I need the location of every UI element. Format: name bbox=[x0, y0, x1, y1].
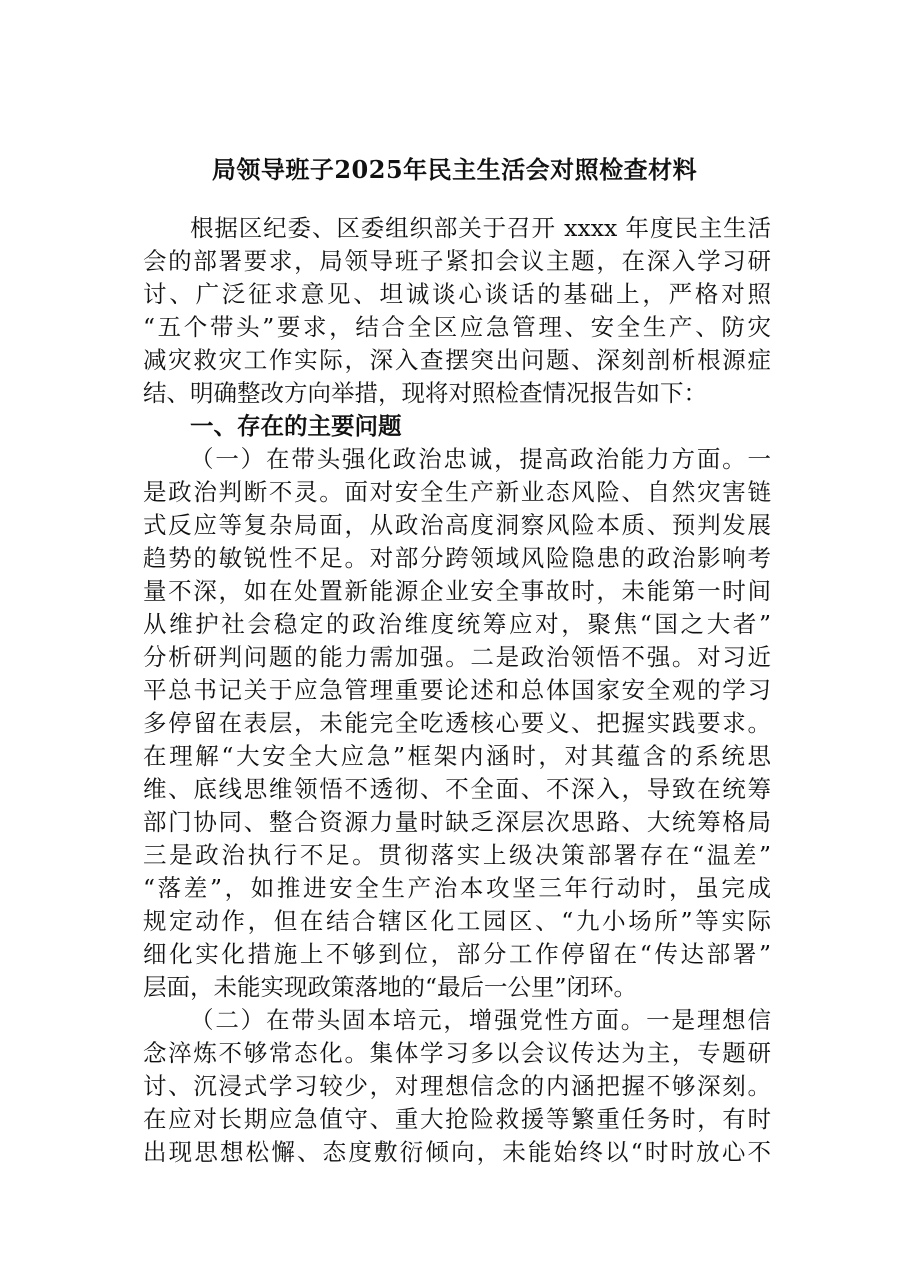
subsection-2-line-3: 讨、沉浸式学习较少，对理想信念的内涵把握不够深刻。 bbox=[143, 1072, 771, 1100]
subsection-1-line-9: 多停留在表层，未能完全吃透核心要义、把握实践要求。 bbox=[143, 709, 771, 737]
subsection-1-line-7: 分析研判问题的能力需加强。二是政治领悟不强。对习近 bbox=[143, 643, 771, 671]
subsection-1-line-15: 规定动作，但在结合辖区化工园区、“九小场所”等实际 bbox=[143, 907, 771, 935]
intro-line-6: 结、明确整改方向举措，现将对照检查情况报告如下： bbox=[143, 379, 707, 407]
subsection-1-line-3: 式反应等复杂局面，从政治高度洞察风险本质、预判发展 bbox=[143, 511, 771, 539]
subsection-1-line-5: 量不深，如在处置新能源企业安全事故时，未能第一时间 bbox=[143, 577, 771, 605]
intro-line-2: 会的部署要求，局领导班子紧扣会议主题，在深入学习研 bbox=[143, 247, 771, 275]
subsection-1-line-1: （一）在带头强化政治忠诚，提高政治能力方面。一 bbox=[190, 445, 771, 473]
subsection-1-line-10: 在理解“大安全大应急”框架内涵时，对其蕴含的系统思 bbox=[143, 742, 771, 770]
section-heading-problems: 一、存在的主要问题 bbox=[190, 412, 402, 440]
subsection-1-line-13: 三是政治执行不足。贯彻落实上级决策部署存在“温差” bbox=[143, 841, 771, 869]
intro-line-4: “五个带头”要求，结合全区应急管理、安全生产、防灾 bbox=[143, 313, 771, 341]
subsection-2-line-5: 出现思想松懈、态度敷衍倾向，未能始终以“时时放心不 bbox=[143, 1138, 771, 1166]
intro-line-1: 根据区纪委、区委组织部关于召开 xxxx 年度民主生活 bbox=[190, 214, 771, 242]
subsection-1-line-6: 从维护社会稳定的政治维度统筹应对，聚焦“国之大者” bbox=[143, 610, 771, 638]
intro-line-5: 减灾救灾工作实际，深入查摆突出问题、深刻剖析根源症 bbox=[143, 346, 771, 374]
subsection-1-line-17: 层面，未能实现政策落地的“最后一公里”闭环。 bbox=[143, 973, 638, 1001]
subsection-1-line-2: 是政治判断不灵。面对安全生产新业态风险、自然灾害链 bbox=[143, 478, 771, 506]
intro-line-3: 讨、广泛征求意见、坦诚谈心谈话的基础上，严格对照 bbox=[143, 280, 771, 308]
document-title: 局领导班子2025年民主生活会对照检查材料 bbox=[211, 155, 698, 184]
subsection-1-line-11: 维、底线思维领悟不透彻、不全面、不深入，导致在统筹 bbox=[143, 775, 771, 803]
subsection-2-line-4: 在应对长期应急值守、重大抢险救援等繁重任务时，有时 bbox=[143, 1105, 771, 1133]
subsection-1-line-14: “落差”，如推进安全生产治本攻坚三年行动时，虽完成 bbox=[143, 874, 771, 902]
subsection-2-line-1: （二）在带头固本培元，增强党性方面。一是理想信 bbox=[190, 1006, 771, 1034]
subsection-1-line-12: 部门协同、整合资源力量时缺乏深层次思路、大统筹格局 bbox=[143, 808, 771, 836]
subsection-1-line-16: 细化实化措施上不够到位，部分工作停留在“传达部署” bbox=[143, 940, 771, 968]
subsection-1-line-4: 趋势的敏锐性不足。对部分跨领域风险隐患的政治影响考 bbox=[143, 544, 771, 572]
subsection-2-line-2: 念淬炼不够常态化。集体学习多以会议传达为主，专题研 bbox=[143, 1039, 771, 1067]
subsection-1-line-8: 平总书记关于应急管理重要论述和总体国家安全观的学习 bbox=[143, 676, 771, 704]
